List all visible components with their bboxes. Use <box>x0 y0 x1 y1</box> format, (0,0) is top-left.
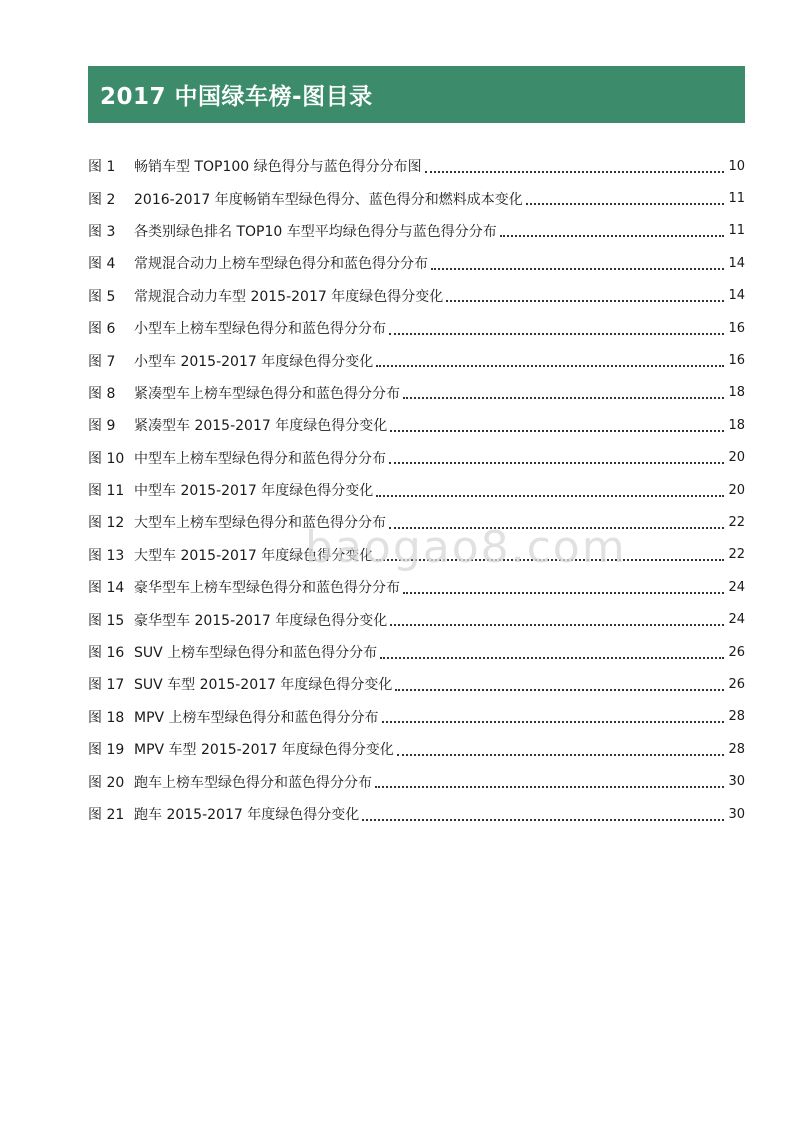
figure-number: 图 14 <box>88 580 125 597</box>
figure-title[interactable]: MPV 车型 2015-2017 年度绿色得分变化 <box>134 742 394 759</box>
page-number[interactable]: 16 <box>728 353 745 369</box>
figure-number: 图 15 <box>88 612 125 629</box>
dot-leader <box>395 688 724 691</box>
page-number[interactable]: 22 <box>728 547 745 563</box>
toc-entry[interactable] <box>88 474 745 506</box>
page-number[interactable]: 14 <box>728 255 745 271</box>
figure-number: 图 13 <box>88 547 125 564</box>
figure-title[interactable]: 小型车 2015-2017 年度绿色得分变化 <box>134 353 374 370</box>
page-number[interactable]: 26 <box>728 676 745 692</box>
figure-title[interactable]: 2016-2017 年度畅销车型绿色得分、蓝色得分和燃料成本变化 <box>134 191 523 208</box>
dot-leader <box>380 656 724 659</box>
dot-leader <box>376 558 724 561</box>
page-header-banner <box>88 66 745 123</box>
figure-title[interactable]: 中型车上榜车型绿色得分和蓝色得分分布 <box>134 450 386 467</box>
page-number[interactable]: 18 <box>728 385 745 401</box>
dot-leader <box>403 396 724 399</box>
page-number[interactable]: 22 <box>728 514 745 530</box>
toc-entry[interactable] <box>88 442 745 474</box>
figure-title[interactable]: 大型车上榜车型绿色得分和蓝色得分分布 <box>134 515 386 532</box>
toc-entry[interactable] <box>88 182 745 214</box>
dot-leader <box>389 332 724 335</box>
watermark: baogao8.com <box>305 522 627 573</box>
dot-leader <box>390 429 724 432</box>
figure-number: 图 20 <box>88 774 125 791</box>
dot-leader <box>376 494 724 497</box>
page-number[interactable]: 28 <box>728 709 745 725</box>
page-number[interactable]: 28 <box>728 741 745 757</box>
toc-entry[interactable] <box>88 539 745 571</box>
dot-leader <box>376 364 724 367</box>
figure-number: 图 8 <box>88 385 116 402</box>
figure-index-list <box>88 150 745 830</box>
figure-title[interactable]: 豪华型车上榜车型绿色得分和蓝色得分分布 <box>134 580 400 597</box>
toc-entry[interactable] <box>88 668 745 700</box>
figure-title[interactable]: 常规混合动力车型 2015-2017 年度绿色得分变化 <box>134 288 444 305</box>
page-number[interactable]: 14 <box>728 288 745 304</box>
figure-title[interactable]: SUV 车型 2015-2017 年度绿色得分变化 <box>134 677 393 694</box>
figure-number: 图 5 <box>88 288 116 305</box>
dot-leader <box>382 720 724 723</box>
toc-entry[interactable] <box>88 603 745 635</box>
page-number[interactable]: 18 <box>728 417 745 433</box>
toc-entry[interactable] <box>88 733 745 765</box>
figure-title[interactable]: 豪华型车 2015-2017 年度绿色得分变化 <box>134 612 388 629</box>
page-number[interactable]: 16 <box>728 320 745 336</box>
page-title: 2017 中国绿车榜-图目录 <box>100 84 373 110</box>
page-number[interactable]: 10 <box>728 158 745 174</box>
page-number[interactable]: 30 <box>728 774 745 790</box>
figure-number: 图 7 <box>88 353 116 370</box>
figure-number: 图 12 <box>88 515 125 532</box>
page-number[interactable]: 30 <box>728 806 745 822</box>
toc-entry[interactable] <box>88 280 745 312</box>
page-number[interactable]: 20 <box>728 450 745 466</box>
toc-entry[interactable] <box>88 701 745 733</box>
dot-leader <box>425 170 724 173</box>
toc-entry[interactable] <box>88 312 745 344</box>
dot-leader <box>389 461 724 464</box>
dot-leader <box>390 623 724 626</box>
toc-entry[interactable] <box>88 247 745 279</box>
figure-number: 图 16 <box>88 645 125 662</box>
dot-leader <box>500 234 724 237</box>
dot-leader <box>389 526 724 529</box>
figure-title[interactable]: 各类别绿色排名 TOP10 车型平均绿色得分与蓝色得分分布 <box>134 223 497 240</box>
figure-title[interactable]: 中型车 2015-2017 年度绿色得分变化 <box>134 483 374 500</box>
figure-number: 图 3 <box>88 223 116 240</box>
toc-entry[interactable] <box>88 377 745 409</box>
figure-title[interactable]: 常规混合动力上榜车型绿色得分和蓝色得分分布 <box>134 256 428 273</box>
figure-title[interactable]: 大型车 2015-2017 年度绿色得分变化 <box>134 547 374 564</box>
figure-number: 图 2 <box>88 191 116 208</box>
figure-title[interactable]: SUV 上榜车型绿色得分和蓝色得分分布 <box>134 645 378 662</box>
figure-number: 图 21 <box>88 807 125 823</box>
page-number[interactable]: 11 <box>728 191 745 207</box>
dot-leader <box>375 785 724 788</box>
page-number[interactable]: 11 <box>728 223 745 239</box>
toc-entry[interactable] <box>88 571 745 603</box>
dot-leader <box>431 267 724 270</box>
figure-title[interactable]: MPV 上榜车型绿色得分和蓝色得分分布 <box>134 709 379 726</box>
toc-entry[interactable] <box>88 765 745 797</box>
figure-number: 图 11 <box>88 483 125 500</box>
figure-title[interactable]: 小型车上榜车型绿色得分和蓝色得分分布 <box>134 321 386 338</box>
dot-leader <box>397 753 724 756</box>
page-number[interactable]: 24 <box>728 579 745 595</box>
toc-entry[interactable] <box>88 344 745 376</box>
toc-entry[interactable] <box>88 636 745 668</box>
figure-number: 图 18 <box>88 709 125 726</box>
toc-entry[interactable] <box>88 150 745 182</box>
figure-number: 图 17 <box>88 677 125 694</box>
toc-entry[interactable] <box>88 798 745 830</box>
figure-number: 图 1 <box>88 159 116 176</box>
dot-leader <box>403 591 724 594</box>
figure-number: 图 6 <box>88 321 116 338</box>
figure-number: 图 19 <box>88 742 125 759</box>
toc-entry[interactable] <box>88 409 745 441</box>
figure-title[interactable]: 跑车上榜车型绿色得分和蓝色得分分布 <box>134 774 372 791</box>
dot-leader <box>362 818 724 821</box>
figure-title[interactable]: 跑车 2015-2017 年度绿色得分变化 <box>134 807 360 823</box>
page-number[interactable]: 24 <box>728 612 745 628</box>
toc-entry[interactable] <box>88 506 745 538</box>
figure-number: 图 10 <box>88 450 125 467</box>
page-number[interactable]: 20 <box>728 482 745 498</box>
dot-leader <box>446 299 724 302</box>
page-number[interactable]: 26 <box>728 644 745 660</box>
dot-leader <box>526 202 724 205</box>
figure-title[interactable]: 紧凑型车上榜车型绿色得分和蓝色得分分布 <box>134 385 400 402</box>
figure-title[interactable]: 畅销车型 TOP100 绿色得分与蓝色得分分布图 <box>134 159 422 176</box>
figure-number: 图 4 <box>88 256 116 273</box>
figure-number: 图 9 <box>88 418 116 435</box>
figure-title[interactable]: 紧凑型车 2015-2017 年度绿色得分变化 <box>134 418 388 435</box>
toc-entry[interactable] <box>88 215 745 247</box>
